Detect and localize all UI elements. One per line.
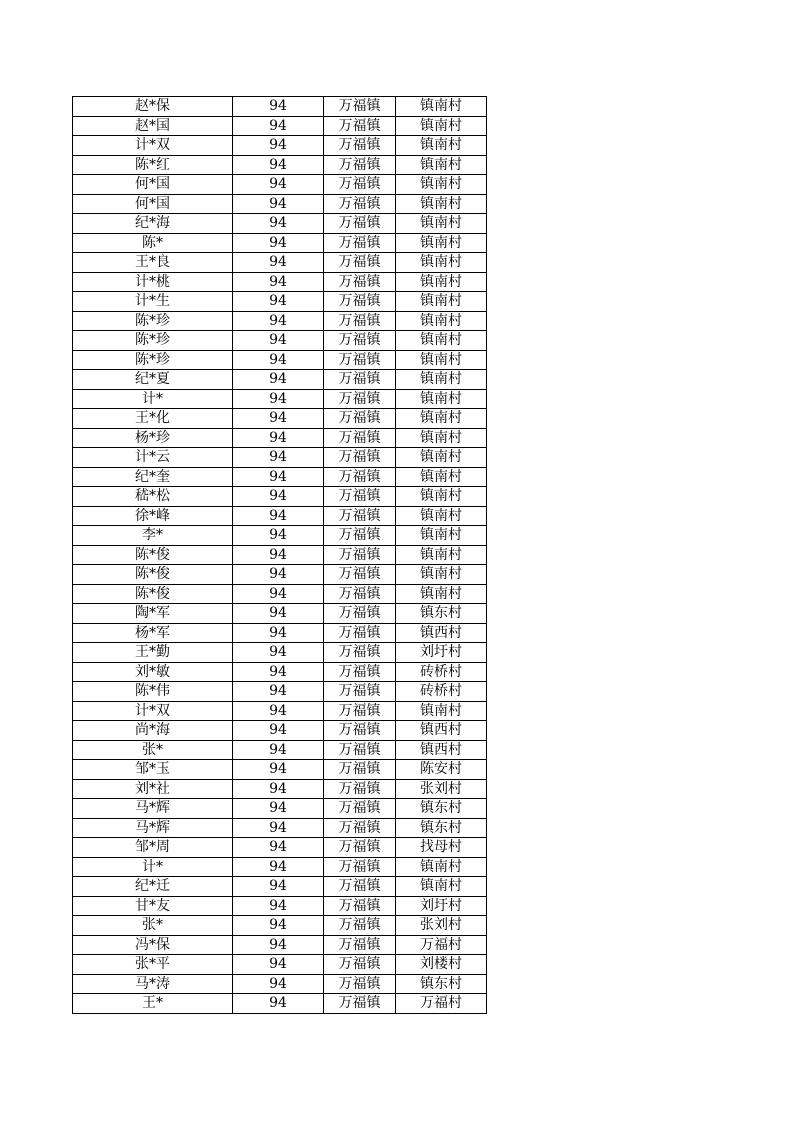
village-cell: 镇南村 [396, 194, 487, 214]
village-cell: 镇东村 [396, 799, 487, 819]
table-row [73, 916, 487, 936]
town-cell: 万福镇 [324, 409, 396, 429]
number-cell: 94 [233, 136, 324, 156]
name-cell: 王*化 [73, 409, 233, 429]
name-cell: 纪*迁 [73, 877, 233, 897]
name-cell: 陈* [73, 233, 233, 253]
table-row [73, 409, 487, 429]
number-cell: 94 [233, 760, 324, 780]
table-row [73, 194, 487, 214]
village-cell: 镇南村 [396, 409, 487, 429]
number-cell: 94 [233, 428, 324, 448]
number-cell: 94 [233, 194, 324, 214]
town-cell: 万福镇 [324, 467, 396, 487]
village-cell: 镇西村 [396, 740, 487, 760]
town-cell: 万福镇 [324, 116, 396, 136]
number-cell: 94 [233, 584, 324, 604]
name-cell: 尚*海 [73, 721, 233, 741]
name-cell: 陈*珍 [73, 350, 233, 370]
name-cell: 陶*军 [73, 604, 233, 624]
town-cell: 万福镇 [324, 935, 396, 955]
number-cell: 94 [233, 97, 324, 117]
table-row [73, 97, 487, 117]
table-row [73, 818, 487, 838]
number-cell: 94 [233, 740, 324, 760]
number-cell: 94 [233, 838, 324, 858]
table-row [73, 584, 487, 604]
number-cell: 94 [233, 506, 324, 526]
table-row [73, 272, 487, 292]
town-cell: 万福镇 [324, 214, 396, 234]
town-cell: 万福镇 [324, 526, 396, 546]
table-row [73, 487, 487, 507]
town-cell: 万福镇 [324, 701, 396, 721]
number-cell: 94 [233, 292, 324, 312]
name-cell: 计* [73, 857, 233, 877]
village-cell: 镇南村 [396, 370, 487, 390]
number-cell: 94 [233, 545, 324, 565]
village-cell: 镇东村 [396, 604, 487, 624]
town-cell: 万福镇 [324, 604, 396, 624]
table-row [73, 643, 487, 663]
number-cell: 94 [233, 272, 324, 292]
table-row [73, 428, 487, 448]
name-cell: 徐*峰 [73, 506, 233, 526]
table-row [73, 955, 487, 975]
name-cell: 计*双 [73, 701, 233, 721]
town-cell: 万福镇 [324, 994, 396, 1014]
name-cell: 陈*伟 [73, 682, 233, 702]
number-cell: 94 [233, 701, 324, 721]
table-row [73, 155, 487, 175]
name-cell: 杨*珍 [73, 428, 233, 448]
town-cell: 万福镇 [324, 97, 396, 117]
town-cell: 万福镇 [324, 955, 396, 975]
name-cell: 邹*玉 [73, 760, 233, 780]
town-cell: 万福镇 [324, 740, 396, 760]
number-cell: 94 [233, 877, 324, 897]
name-cell: 甘*友 [73, 896, 233, 916]
town-cell: 万福镇 [324, 428, 396, 448]
number-cell: 94 [233, 623, 324, 643]
village-cell: 镇南村 [396, 487, 487, 507]
number-cell: 94 [233, 721, 324, 741]
village-cell: 镇南村 [396, 116, 487, 136]
name-cell: 陈*红 [73, 155, 233, 175]
table-row [73, 994, 487, 1014]
town-cell: 万福镇 [324, 292, 396, 312]
table-row [73, 136, 487, 156]
village-cell: 镇南村 [396, 565, 487, 585]
table-row [73, 526, 487, 546]
town-cell: 万福镇 [324, 136, 396, 156]
name-cell: 陈*俊 [73, 584, 233, 604]
table-row [73, 604, 487, 624]
name-cell: 王*良 [73, 253, 233, 273]
name-cell: 马*涛 [73, 974, 233, 994]
table-row [73, 662, 487, 682]
number-cell: 94 [233, 467, 324, 487]
village-cell: 镇南村 [396, 584, 487, 604]
name-cell: 计* [73, 389, 233, 409]
name-cell: 赵*保 [73, 97, 233, 117]
number-cell: 94 [233, 604, 324, 624]
name-cell: 马*辉 [73, 818, 233, 838]
number-cell: 94 [233, 526, 324, 546]
table-row [73, 682, 487, 702]
town-cell: 万福镇 [324, 799, 396, 819]
town-cell: 万福镇 [324, 779, 396, 799]
table-row [73, 370, 487, 390]
name-cell: 赵*国 [73, 116, 233, 136]
name-cell: 马*辉 [73, 799, 233, 819]
number-cell: 94 [233, 662, 324, 682]
number-cell: 94 [233, 233, 324, 253]
village-cell: 镇南村 [396, 311, 487, 331]
name-cell: 张* [73, 740, 233, 760]
town-cell: 万福镇 [324, 916, 396, 936]
table-row [73, 799, 487, 819]
village-cell: 刘楼村 [396, 955, 487, 975]
town-cell: 万福镇 [324, 857, 396, 877]
table-row [73, 467, 487, 487]
number-cell: 94 [233, 448, 324, 468]
number-cell: 94 [233, 331, 324, 351]
town-cell: 万福镇 [324, 760, 396, 780]
name-cell: 刘*敏 [73, 662, 233, 682]
table-row [73, 331, 487, 351]
town-cell: 万福镇 [324, 545, 396, 565]
number-cell: 94 [233, 565, 324, 585]
name-cell: 陈*俊 [73, 565, 233, 585]
name-cell: 刘*社 [73, 779, 233, 799]
town-cell: 万福镇 [324, 506, 396, 526]
table-row [73, 506, 487, 526]
town-cell: 万福镇 [324, 175, 396, 195]
village-cell: 镇西村 [396, 721, 487, 741]
name-cell: 纪*海 [73, 214, 233, 234]
table-row [73, 389, 487, 409]
table-row [73, 701, 487, 721]
name-cell: 冯*保 [73, 935, 233, 955]
village-cell: 镇南村 [396, 389, 487, 409]
number-cell: 94 [233, 487, 324, 507]
village-cell: 镇南村 [396, 877, 487, 897]
name-cell: 张*平 [73, 955, 233, 975]
table-row [73, 857, 487, 877]
name-cell: 纪*奎 [73, 467, 233, 487]
number-cell: 94 [233, 214, 324, 234]
name-cell: 杨*军 [73, 623, 233, 643]
number-cell: 94 [233, 155, 324, 175]
town-cell: 万福镇 [324, 818, 396, 838]
village-cell: 镇南村 [396, 292, 487, 312]
village-cell: 镇南村 [396, 526, 487, 546]
name-cell: 邹*周 [73, 838, 233, 858]
village-cell: 镇南村 [396, 272, 487, 292]
town-cell: 万福镇 [324, 389, 396, 409]
village-cell: 镇南村 [396, 350, 487, 370]
table-row [73, 214, 487, 234]
town-cell: 万福镇 [324, 194, 396, 214]
number-cell: 94 [233, 682, 324, 702]
table-row [73, 350, 487, 370]
town-cell: 万福镇 [324, 896, 396, 916]
table-row [73, 935, 487, 955]
number-cell: 94 [233, 779, 324, 799]
number-cell: 94 [233, 175, 324, 195]
number-cell: 94 [233, 253, 324, 273]
town-cell: 万福镇 [324, 974, 396, 994]
village-cell: 镇南村 [396, 448, 487, 468]
number-cell: 94 [233, 350, 324, 370]
village-cell: 万福村 [396, 994, 487, 1014]
table-row [73, 565, 487, 585]
town-cell: 万福镇 [324, 448, 396, 468]
village-cell: 找母村 [396, 838, 487, 858]
name-cell: 何*国 [73, 175, 233, 195]
village-cell: 镇南村 [396, 155, 487, 175]
number-cell: 94 [233, 818, 324, 838]
town-cell: 万福镇 [324, 370, 396, 390]
village-cell: 万福村 [396, 935, 487, 955]
village-cell: 砖桥村 [396, 662, 487, 682]
village-cell: 镇西村 [396, 623, 487, 643]
village-cell: 镇南村 [396, 175, 487, 195]
table-row [73, 760, 487, 780]
table-row [73, 779, 487, 799]
town-cell: 万福镇 [324, 682, 396, 702]
village-cell: 镇南村 [396, 253, 487, 273]
number-cell: 94 [233, 643, 324, 663]
number-cell: 94 [233, 896, 324, 916]
village-cell: 镇东村 [396, 818, 487, 838]
number-cell: 94 [233, 955, 324, 975]
village-cell: 张刘村 [396, 779, 487, 799]
table-row [73, 448, 487, 468]
town-cell: 万福镇 [324, 311, 396, 331]
village-cell: 镇南村 [396, 214, 487, 234]
number-cell: 94 [233, 916, 324, 936]
town-cell: 万福镇 [324, 721, 396, 741]
number-cell: 94 [233, 409, 324, 429]
town-cell: 万福镇 [324, 487, 396, 507]
name-cell: 计*双 [73, 136, 233, 156]
name-cell: 何*国 [73, 194, 233, 214]
name-cell: 计*云 [73, 448, 233, 468]
village-cell: 镇南村 [396, 701, 487, 721]
name-cell: 张* [73, 916, 233, 936]
table-row [73, 545, 487, 565]
town-cell: 万福镇 [324, 233, 396, 253]
number-cell: 94 [233, 799, 324, 819]
table-row [73, 740, 487, 760]
table-row [73, 292, 487, 312]
name-cell: 陈*珍 [73, 311, 233, 331]
number-cell: 94 [233, 389, 324, 409]
town-cell: 万福镇 [324, 272, 396, 292]
village-cell: 镇南村 [396, 545, 487, 565]
table-row [73, 721, 487, 741]
number-cell: 94 [233, 370, 324, 390]
name-cell: 陈*俊 [73, 545, 233, 565]
village-cell: 陈安村 [396, 760, 487, 780]
town-cell: 万福镇 [324, 584, 396, 604]
table-row [73, 896, 487, 916]
town-cell: 万福镇 [324, 838, 396, 858]
number-cell: 94 [233, 311, 324, 331]
table-body [73, 97, 487, 1014]
number-cell: 94 [233, 935, 324, 955]
table-row [73, 974, 487, 994]
village-cell: 砖桥村 [396, 682, 487, 702]
town-cell: 万福镇 [324, 565, 396, 585]
number-cell: 94 [233, 974, 324, 994]
name-cell: 计*桃 [73, 272, 233, 292]
data-table [72, 96, 487, 1014]
name-cell: 陈*珍 [73, 331, 233, 351]
name-cell: 纪*夏 [73, 370, 233, 390]
village-cell: 刘圩村 [396, 896, 487, 916]
town-cell: 万福镇 [324, 253, 396, 273]
table-row [73, 877, 487, 897]
village-cell: 刘圩村 [396, 643, 487, 663]
name-cell: 嵇*松 [73, 487, 233, 507]
town-cell: 万福镇 [324, 155, 396, 175]
table-row [73, 311, 487, 331]
number-cell: 94 [233, 857, 324, 877]
town-cell: 万福镇 [324, 623, 396, 643]
name-cell: 王* [73, 994, 233, 1014]
table-row [73, 623, 487, 643]
village-cell: 镇东村 [396, 974, 487, 994]
number-cell: 94 [233, 116, 324, 136]
table-row [73, 838, 487, 858]
town-cell: 万福镇 [324, 643, 396, 663]
village-cell: 镇南村 [396, 467, 487, 487]
village-cell: 镇南村 [396, 428, 487, 448]
village-cell: 镇南村 [396, 331, 487, 351]
table-row [73, 253, 487, 273]
number-cell: 94 [233, 994, 324, 1014]
table-row [73, 116, 487, 136]
town-cell: 万福镇 [324, 350, 396, 370]
village-cell: 镇南村 [396, 233, 487, 253]
name-cell: 王*勤 [73, 643, 233, 663]
town-cell: 万福镇 [324, 662, 396, 682]
table-row [73, 175, 487, 195]
name-cell: 李* [73, 526, 233, 546]
village-cell: 镇南村 [396, 136, 487, 156]
table-row [73, 233, 487, 253]
town-cell: 万福镇 [324, 331, 396, 351]
village-cell: 镇南村 [396, 506, 487, 526]
village-cell: 张刘村 [396, 916, 487, 936]
town-cell: 万福镇 [324, 877, 396, 897]
village-cell: 镇南村 [396, 857, 487, 877]
village-cell: 镇南村 [396, 97, 487, 117]
name-cell: 计*生 [73, 292, 233, 312]
